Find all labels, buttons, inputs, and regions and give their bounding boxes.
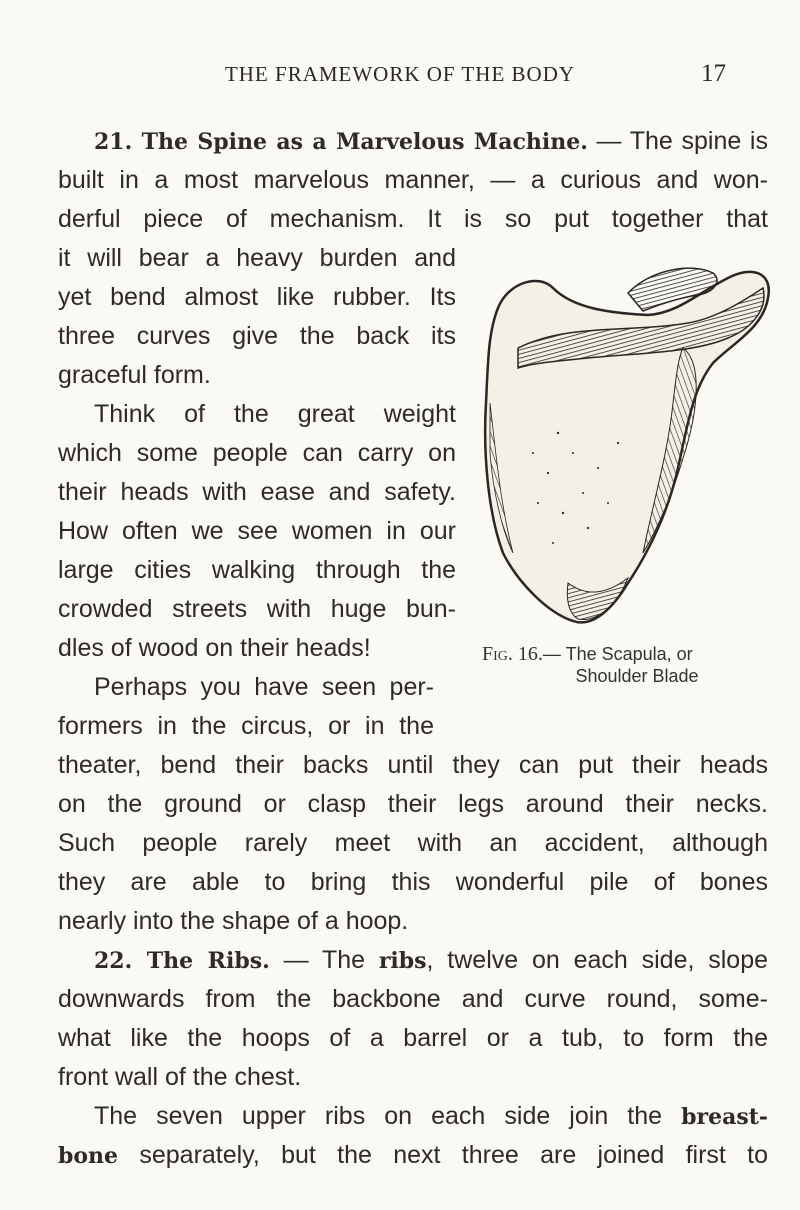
figure-label: Fig. 16.: [482, 643, 543, 665]
running-header: THE FRAMEWORK OF THE BODY: [224, 62, 576, 86]
section-22-heading: 22. The Ribs.: [94, 948, 270, 974]
text-line: Perhaps you have seen per-: [94, 673, 434, 701]
text-line: theater, bend their backs until they can put their heads: [58, 751, 768, 779]
figure-caption: Fig. 16.— The Scapula, or Shoulder Blade: [482, 643, 699, 686]
text-line: formers in the circus, or in the: [58, 712, 434, 740]
page-number: 17: [701, 60, 726, 87]
text-line: The seven upper ribs on each side join the breast-: [94, 1102, 768, 1130]
text-line: derful piece of mechanism. It is so put together that: [58, 205, 768, 233]
text-line: what like the hoops of a barrel or a tub, to form the: [58, 1024, 768, 1052]
section-21-first-line: 21. The Spine as a Marvelous Machine. — The spine is: [94, 127, 768, 155]
text-line: front wall of the chest.: [58, 1063, 302, 1091]
text-line: crowded streets with huge bun-: [58, 595, 456, 623]
text-line: Think of the great weight: [94, 400, 456, 428]
text-line: they are able to bring this wonderful pile of bones: [58, 868, 768, 896]
text-line: it will bear a heavy burden and: [58, 244, 456, 272]
text-line: nearly into the shape of a hoop.: [58, 907, 409, 935]
text-line: Such people rarely meet with an accident, although: [58, 829, 768, 857]
term-breastbone: breast-: [681, 1104, 768, 1130]
section-22-first-line: 22. The Ribs. — The ribs, twelve on each side, slope: [94, 946, 768, 974]
text-line: dles of wood on their heads!: [58, 634, 371, 662]
term-ribs: ribs: [378, 948, 427, 974]
text-line: How often we see women in our: [58, 517, 456, 545]
text-line: which some people can carry on: [58, 439, 456, 467]
scapula-illustration: [478, 253, 778, 645]
text-line: graceful form.: [58, 361, 211, 389]
text-line: downwards from the backbone and curve round, some-: [58, 985, 768, 1013]
text-line: on the ground or clasp their legs around their necks.: [58, 790, 768, 818]
section-21-heading: 21. The Spine as a Marvelous Machine.: [94, 129, 588, 155]
text-line: built in a most marvelous manner, — a curious and won-: [58, 166, 768, 194]
text-line: three curves give the back its: [58, 322, 456, 350]
text-line: large cities walking through the: [58, 556, 456, 584]
text-line: their heads with ease and safety.: [58, 478, 456, 506]
text-line: yet bend almost like rubber. Its: [58, 283, 456, 311]
text-line: bone separately, but the next three are joined first to: [58, 1141, 768, 1169]
